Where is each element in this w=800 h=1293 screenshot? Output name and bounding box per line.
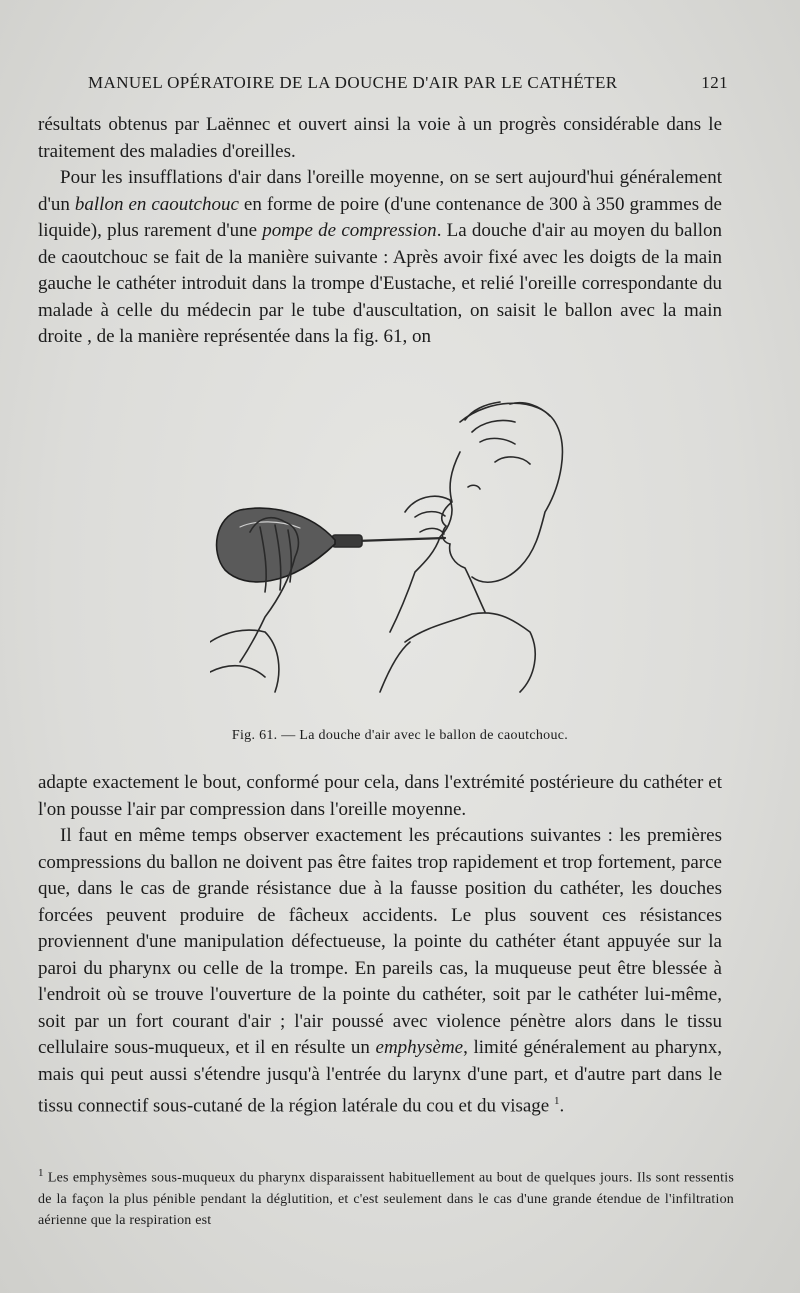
footnote-text: Les emphysèmes sous-muqueux du pharynx disparaissent habituellement au bout de quelques jours. Ils sont ressentis de la façon la plus pénible pendant la déglutition, et c'est seulement dans le cas d'une grande étendue de l'infiltration aérienne que la respiration est [38,1170,734,1228]
page-number: 121 [701,73,728,92]
footnote-reference[interactable]: 1 [554,1095,560,1107]
patient-collar [405,613,535,692]
patient-head [460,403,562,582]
running-title: MANUEL OPÉRATOIRE DE LA DOUCHE D'AIR PAR LE CATHÉTER [88,73,618,92]
text-run: , limité généralement au pharynx, mais qui peut aussi s'étendre jusqu'à l'entrée du larynx d'une part, et d'autre part dans le tissu connectif sous-cutané de la région latérale du cou et du visage [38,1037,722,1117]
paragraph [38,165,722,351]
text-run: . [559,1095,565,1117]
catheter-nozzle [332,535,362,547]
patient-face [442,452,485,612]
rubber-balloon [217,508,335,582]
paragraph [38,823,722,1120]
paragraph: résultats obtenus par Laënnec et ouvert ainsi la voie à un progrès considérable dans le traitement des maladies d'oreilles. [38,114,722,162]
text-run: Il faut en même temps observer exactement les précautions suivantes : les premières compressions du ballon ne doivent pas être faites trop rapidement et trop fortement, parce que, dans le cas de grande résistance due à la fausse position du cathéter, les douches forcées peuvent produire de fâcheux accidents. Le plus souvent ces résistances proviennent d'une manipulation défectueuse, la pointe du cathéter étant appuyée sur la paroi du pharynx ou celle de la trompe. En pareils cas, la muqueuse peut être blessée à l'endroit où se trouve l'ouverture de la pointe du cathéter, soit par le cathéter lui-même, soit par un fort courant d'air ; l'air poussé avec violence pénètre alors dans le tissu cellulaire sous-muqueux, et il en résulte un [38,825,722,1058]
emphasis: ballon en caoutchouc [74,193,239,215]
text-run: . La douche d'air au moyen du ballon de caoutchouc se fait de la manière suivante : Après avoir fixé avec les doigts de la main gauche le cathéter introduit dans la trompe d'Eustache, et relié l'oreille correspondante du malade à celle du médecin par le tube d'auscultation, on saisit le ballon avec la main droite , de la manière représentée dans la fig. 61, on [38,220,723,347]
paragraph: adapte exactement le bout, conformé pour cela, dans l'extrémité postérieure du cathéter et l'on pousse l'air par compression dans l'oreille moyenne. [38,772,722,820]
left-hand [390,496,452,632]
footnote-marker: 1 [38,1167,44,1179]
text-run: Pour les insufflations d'air dans l'oreille moyenne, on se sert aujourd'hui généralement d'un [38,167,722,215]
figure-illustration [210,392,570,697]
emphasis: emphysème [375,1037,464,1058]
figure-label: Fig. 61. [231,728,278,743]
body-text-top [38,112,722,351]
footnote [38,1163,734,1231]
figure-caption [0,728,800,744]
figure-caption-text: — La douche d'air avec le ballon de caoutchouc. [281,728,569,743]
sleeve [210,630,279,692]
text-run: en forme de poire (d'une contenance de 300 à 350 grammes de liquide), plus rarement d'une [38,193,722,241]
body-text-bottom [38,770,722,1120]
running-header [88,73,728,93]
emphasis: pompe de compression [262,220,437,241]
